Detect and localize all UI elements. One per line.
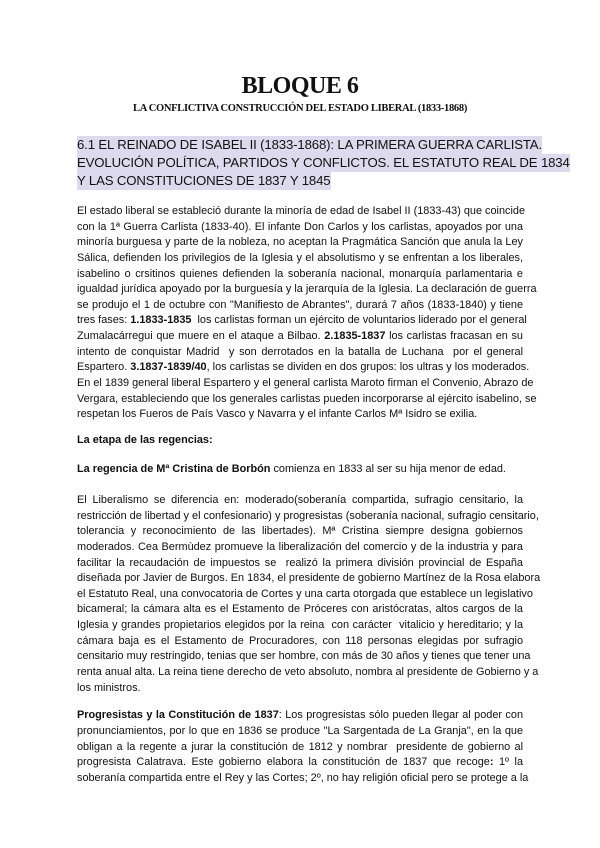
bold-text: 3.1837-1839/40 <box>130 361 207 374</box>
text-line <box>77 556 523 572</box>
text-line <box>77 345 523 361</box>
text-line <box>77 771 529 787</box>
text: los carlistas fracasan en su <box>385 330 523 343</box>
bold-text: Progresistas y la Constitución de 1837 <box>77 709 279 722</box>
text: intento de conquistar Madrid y son derrotados en la batalla de Luchana por el general <box>77 345 523 358</box>
text-line <box>77 220 523 236</box>
regencia-cristina-line <box>77 462 600 477</box>
text-line <box>77 360 530 376</box>
regencia-cristina-heading: La regencia de Mª Cristina de Borbón <box>77 462 271 475</box>
text: progresista Calatrava. Este gobierno elabora la constitución de 1837 que recoge <box>77 756 490 769</box>
paragraph-guerra-carlista <box>77 204 537 423</box>
text-line <box>77 204 526 220</box>
text-line <box>77 407 523 423</box>
text-line <box>77 634 523 650</box>
text: Sálica, defienden los privilegios de la Iglesia y el absolutismo y se enfrentan a los liberales, <box>77 251 523 264</box>
text-line <box>77 509 539 525</box>
text-line <box>77 587 533 603</box>
text: soberanía compartida entre el Rey y las Cortes; 2º, no hay religión oficial pero se protege a la <box>77 771 529 784</box>
text: El estado liberal se estableció durante la minoría de edad de Isabel II (1833-43) que coincide <box>77 205 526 217</box>
text: facilitar la recaudación de impuestos se realizó la primera división provincial de España <box>77 556 523 569</box>
text: cámara baja es el Estamento de Procuradores, con 118 personas elegidas por sufragio <box>77 634 523 647</box>
text-line <box>77 376 534 392</box>
paragraph-progresistas <box>77 708 529 786</box>
text: tres fases: <box>77 314 131 327</box>
section-heading <box>77 136 570 190</box>
text: Iglesia y grandes propietarios elegidos por la reina con carácter vitalicio y hereditario; y la <box>77 619 523 632</box>
text-line <box>77 755 523 771</box>
text-line <box>77 602 523 618</box>
text: obligan a la regente a jurar la constitución de 1812 y nombrar presidente de gobierno al <box>77 740 523 753</box>
text: los carlistas forman un ejército de voluntarios liderado por el general <box>191 314 527 327</box>
text: censitario muy restringido, tenias que ser hombre, con más de 30 años y tienes que tener una <box>77 650 531 663</box>
text: renta anual alta. La reina tiene derecho de veto absoluto, nombra al presidente de Gobierno y a <box>77 666 539 679</box>
text: diseñada por Javier de Burgos. En 1834, el presidente de gobierno Martínez de la Rosa elabora <box>77 572 541 585</box>
text: tolerancia y reconocimiento de las libertades). Mª Cristina siempre designa gobiernos <box>77 525 523 538</box>
text-line <box>77 267 523 283</box>
text: se produjo el 1 de octubre con "Manifiesto de Abrantes", durará 7 años (1833-1840) y tiene <box>77 298 523 311</box>
text: isabelino o crsitinos quienes defienden la soberanía nacional, monarquía parlamentaria e <box>77 267 523 280</box>
document-title: BLOQUE 6 <box>241 73 359 99</box>
section-heading-line: 6.1 EL REINADO DE ISABEL II (1833-1868): LA PRIMERA GUERRA CARLISTA. <box>77 137 542 152</box>
text-line <box>77 681 523 697</box>
text-line <box>77 571 541 587</box>
text-line <box>77 329 523 345</box>
text-line <box>77 665 539 681</box>
text-line <box>77 649 531 665</box>
text: 1º la <box>493 756 523 769</box>
text-line <box>77 493 523 509</box>
text-line <box>77 540 523 556</box>
section-heading-line: Y LAS CONSTITUCIONES DE 1837 Y 1845 <box>77 173 331 188</box>
text-line <box>77 298 523 314</box>
text: respetan los Fueros de País Vasco y Navarra y el infante Carlos Mª Isidro se exilia. <box>77 408 478 421</box>
bold-text: 2.1835-1837 <box>324 330 386 343</box>
text: En el 1839 general liberal Espartero y el general carlista Maroto firman el Convenio, Abrazo de <box>77 377 534 390</box>
text-line <box>77 724 523 740</box>
text: el Estatuto Real, una convocatoria de Cortes y una carta otorgada que establece un legislativo <box>77 587 533 600</box>
bold-text: : <box>489 756 494 769</box>
text-line <box>77 392 537 408</box>
text-line <box>77 282 537 298</box>
text: los ministros. <box>77 681 141 694</box>
text: con la 1ª Guerra Carlista (1833-40). El infante Don Carlos y los carlistas, apoyados por una <box>77 220 523 233</box>
document-subtitle: LA CONFLICTIVA CONSTRUCCIÓN DEL ESTADO LIBERAL (1833-1868) <box>132 103 468 114</box>
section-heading-line: EVOLUCIÓN POLÍTICA, PARTIDOS Y CONFLICTOS. EL ESTATUTO REAL DE 1834 <box>77 155 570 170</box>
text: Zumalacárregui que muere en el ataque a Bilbao. <box>77 330 325 343</box>
text-line <box>77 251 523 267</box>
text: pronunciamientos, por lo que en 1836 se produce "La Sargentada de La Granja", en la que <box>77 724 523 737</box>
text: bicameral; la cámara alta es el Estamento de Próceres con aristócratas, altos cargos de la <box>77 603 523 616</box>
text: : Los progresistas sólo pueden llegar al poder con <box>278 709 523 722</box>
text-line <box>77 618 523 634</box>
text: , los carlistas se dividen en dos grupos: los ultras y los moderados. <box>206 361 530 374</box>
text: moderados. Cea Bermùdez promueve la liberalización del comercio y de la industria y para <box>77 540 523 553</box>
text-line <box>77 313 527 329</box>
regencia-cristina-text: comienza en 1833 al ser su hija menor de edad. <box>270 462 506 475</box>
regencias-heading: La etapa de las regencias: <box>77 433 213 446</box>
text-line <box>77 708 523 724</box>
bold-text: 1.1833-1835 <box>130 314 192 327</box>
text: Espartero. <box>77 361 131 374</box>
text: El Liberalismo se diferencia en: moderado(soberanía compartida, sufragio censitario, la <box>77 493 523 506</box>
text-line <box>77 235 523 251</box>
text: minoría burguesa y parte de la nobleza, no aceptan la Pragmática Sanción que anula la Ley <box>77 236 523 249</box>
text-line <box>77 740 523 756</box>
text-line <box>77 524 523 540</box>
text: restricción de libertad y el confesionario) y progresistas (soberanía nacional, sufragio censitario, <box>77 509 539 522</box>
text: Vergara, estableciendo que los generales carlistas pueden incorporarse al ejército isabelino, se <box>77 392 537 405</box>
paragraph-liberalismo <box>77 493 541 696</box>
text: igualdad jurídica apoyado por la burguesía y la jerarquía de la Iglesia. La declaración de guerra <box>77 283 537 296</box>
